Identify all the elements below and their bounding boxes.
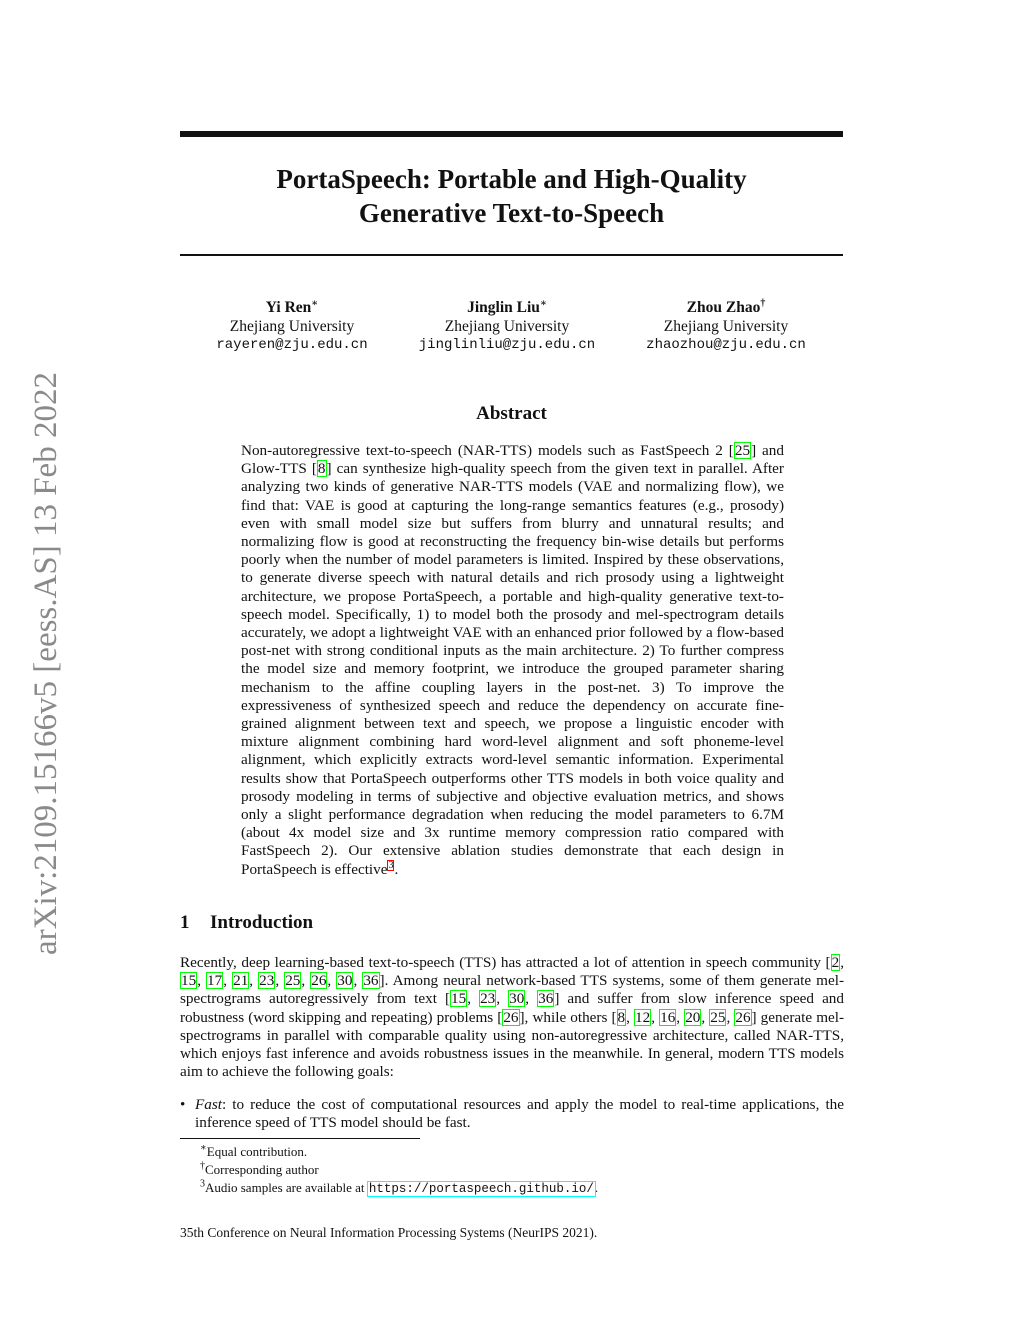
footnote-text: Equal contribution. [206,1144,308,1159]
author-mark: ∗ [539,297,547,309]
citation-link[interactable]: 36 [538,990,554,1008]
bullet-term: Fast [195,1096,223,1113]
citation-link[interactable]: 25 [710,1008,726,1026]
author-mark: † [760,297,766,309]
citation-group: 8, 12, 16, 20, 25, 26 [617,1008,751,1026]
author-email[interactable]: jinglinliu@zju.edu.cn [418,337,596,353]
citation-link[interactable]: 21 [233,972,249,990]
intro-text: ], while others [ [519,1008,617,1026]
author-affiliation: Zhejiang University [663,318,789,335]
intro-text: ]. Among neural network-based TTS systems, some of them generate mel-spectrograms autoregressively from text [ [180,972,845,1008]
citation-link[interactable]: 16 [660,1008,676,1026]
footnote-text: Audio samples are available at [205,1180,368,1195]
intro-text: ] generate mel-spectrograms in parallel with comparable quality using non-autoregressive architecture, called NAR-TTS, which enjoys fast inference and avoids robustness issues in the meanwhile. In general, modern TTS models aim to achieve the following goals: [180,1008,845,1081]
footnote-mark: 3 [200,1178,205,1190]
author-block-2 [387,298,627,355]
citation-link[interactable]: 15 [451,990,467,1008]
citation-link[interactable]: 30 [337,972,353,990]
footnote-1 [180,1143,598,1161]
footnote-3 [180,1179,598,1198]
citation-link[interactable]: 30 [509,990,525,1008]
footnote-tail: . [594,1180,599,1195]
author-name: Jinglin Liu [467,299,540,316]
citation-link[interactable]: 8 [317,460,326,478]
section-heading-introduction [180,912,313,934]
audio-samples-link[interactable]: https://portaspeech.github.io/ [368,1182,594,1196]
author-affiliation: Zhejiang University [444,318,570,335]
citation-link[interactable]: 26 [735,1008,751,1026]
intro-text: Recently, deep learning-based text-to-speech (TTS) has attracted a lot of attention in speech community [ [180,954,831,971]
citation-group [502,1009,519,1026]
abstract-text: . [394,860,399,878]
author-affiliation: Zhejiang University [229,318,355,335]
citation-group: 2, 15, 17, 21, 23, 25, 26, 30, 36 [181,954,844,990]
citation-link[interactable]: 17 [207,972,223,990]
section-title: Introduction [210,912,314,933]
conference-footer: 35th Conference on Neural Information Processing Systems (NeurIPS 2021). [180,1225,598,1240]
title-top-rule [180,131,843,137]
author-email[interactable]: zhaozhou@zju.edu.cn [646,337,806,353]
citation-link[interactable]: 36 [363,972,379,990]
citation-link[interactable]: 2 [831,954,840,971]
author-block-1 [172,298,412,355]
citation-link[interactable]: 15 [181,972,197,990]
title-line-2: Generative Text-to-Speech [358,198,665,228]
abstract-heading: Abstract [476,403,547,424]
intro-text: ] and suffer from slow inference speed and robustness (word skipping and repeating) problems [ [180,990,844,1026]
abstract-text: ] and Glow-TTS [ [241,442,784,478]
citation-link[interactable]: 8 [617,1008,626,1026]
author-email[interactable]: rayeren@zju.edu.cn [216,337,368,353]
bullet-text: : to reduce the cost of computational resources and apply the model to real-time applications, the inference speed of TTS model should be fast. [195,1096,844,1132]
author-mark: ∗ [311,297,319,309]
footnote-mark: ∗ [200,1142,207,1154]
citation-link[interactable]: 23 [480,990,496,1008]
footnote-text: Corresponding author [205,1162,319,1177]
title-bottom-rule [180,254,843,256]
citation-group: 15, 23, 30, 36 [451,990,554,1008]
author-name: Zhou Zhao [686,299,761,316]
section-number: 1 [180,912,190,933]
title-line-1: PortaSpeech: Portable and High-Quality [276,164,747,194]
footnote-link[interactable]: 3 [388,859,394,871]
bullet-symbol: • [180,1096,186,1113]
citation-link[interactable]: 25 [734,442,751,459]
footnotes [180,1143,598,1198]
goal-bullet-fast [180,1096,844,1132]
paper-title [180,162,843,230]
footnote-2 [180,1161,598,1179]
abstract-text: ] can synthesize high-quality speech from the given text in parallel. After analyzing two kinds of generative NAR-TTS models (VAE and normalizing flow), we find that: VAE is good at capturing the long-range semantics features (e.g., prosody) even with small model size but suffers from blurry and unnatural results; and normalizing flow is good at reconstructing the frequency bin-wise details but performs poorly when the number of model parameters is limited. Inspired by these observations, to generate diverse speech with natural details and rich prosody using a lightweight architecture, we propose PortaSpeech, a portable and high-quality generative text-to-speech model. Specifically, 1) to model both the prosody and mel-spectrogram details accurately, we adopt a lightweight VAE with an enhanced prior followed by a flow-based post-net with strong conditional inputs as the main architecture. 2) To further compress the model size and memory footprint, we introduce the grouped parameter sharing mechanism to the affine coupling layers in the post-net. 3) To improve the expressiveness of synthesized speech and reduce the dependency on accurate fine-grained alignment between text and speech, we propose a linguistic encoder with mixture alignment combining hard word-level alignment and soft phoneme-level alignment, which explicitly extracts word-level semantic information. Experimental results show that PortaSpeech outperforms other TTS models in both voice quality and prosody modeling in terms of subjective and objective evaluation metrics, and shows only a slight performance degradation when reducing the model parameters to 6.7M (about 4x model size and 3x runtime memory compression ratio compared with FastSpeech 2). Our extensive ablation studies demonstrate that each design in PortaSpeech is effective [241,460,784,878]
footnote-rule [180,1138,420,1139]
citation-link[interactable]: 26 [311,972,327,990]
author-name: Yi Ren [265,299,312,316]
citation-link[interactable]: 20 [685,1008,701,1026]
citation-link[interactable]: 12 [635,1008,651,1026]
abstract-body [241,442,784,879]
citation-link[interactable]: 23 [259,972,275,990]
introduction-paragraph [180,954,844,1081]
author-block-3 [606,298,846,355]
footnote-mark: † [200,1160,205,1172]
citation-link[interactable]: 26 [503,1008,519,1026]
arxiv-identifier: arXiv:2109.15166v5 [eess.AS] 13 Feb 2022 [28,372,64,955]
abstract-text: Non-autoregressive text-to-speech (NAR-TTS) models such as FastSpeech 2 [ [241,442,734,459]
citation-link[interactable]: 25 [285,972,301,990]
